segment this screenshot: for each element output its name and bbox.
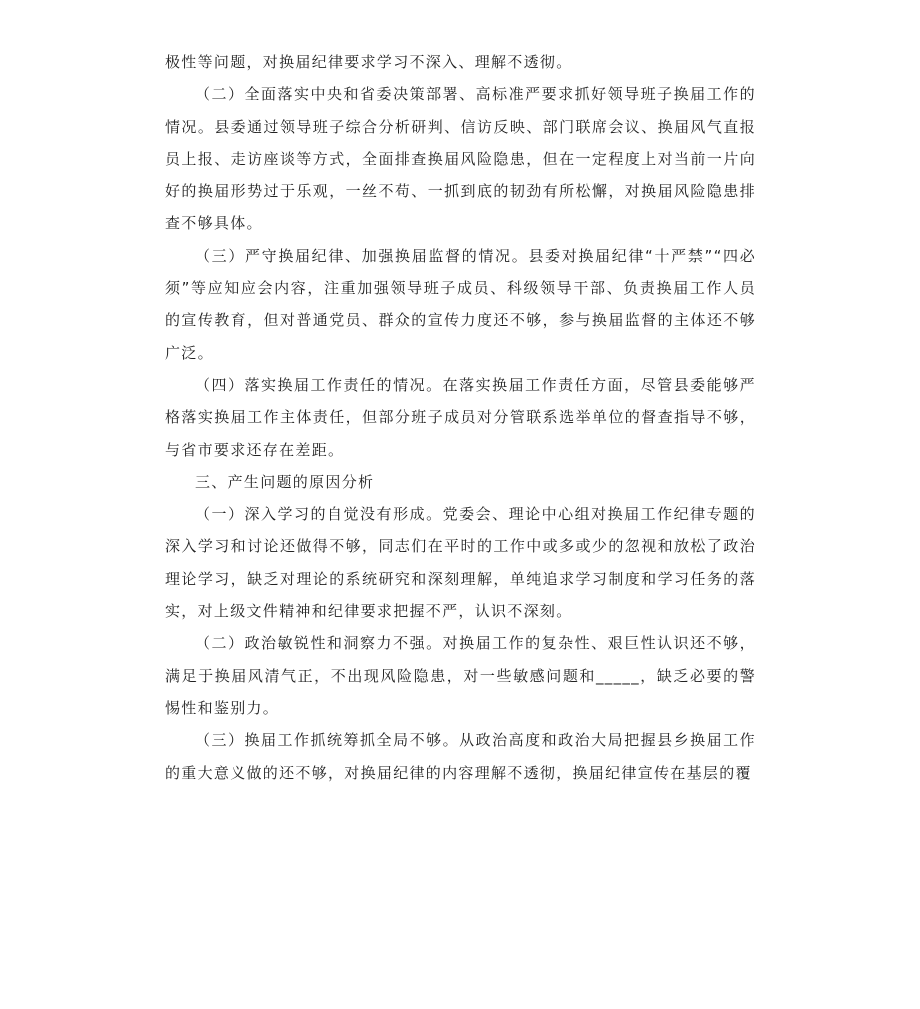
paragraph-cause-1: （一）深入学习的自觉没有形成。党委会、理论中心组对换届工作纪律专题的深入学习和讨论还做得不够，同志们在平时的工作中或多或少的忽视和放松了政治理论学习，缺乏对理论的系统研究和深刻理解，单纯追求学习制度和学习任务的落实，对上级文件精神和纪律要求把握不严，认识不深刻。: [165, 505, 756, 621]
paragraph-item-4: （四）落实换届工作责任的情况。在落实换届工作责任方面，尽管县委能够严格落实换届工作主体责任，但部分班子成员对分管联系选举单位的督查指导不够，与省市要求还存在差距。: [165, 375, 756, 459]
paragraph-item-2: （二）全面落实中央和省委决策部署、高标准严要求抓好领导班子换届工作的情况。县委通过领导班子综合分析研判、信访反映、部门联席会议、换届风气直报员上报、走访座谈等方式，全面排查换届风险隐患，但在一定程度上对当前一片向好的换届形势过于乐观，一丝不苟、一抓到底的韧劲有所松懈，对换届风险隐患排查不够具体。: [165, 85, 756, 233]
paragraph-item-3: （三）严守换届纪律、加强换届监督的情况。县委对换届纪律“十严禁”“四必须”等应知应会内容，注重加强领导班子成员、科级领导干部、负责换届工作人员的宣传教育，但对普通党员、群众的宣传力度还不够，参与换届监督的主体还不够广泛。: [165, 246, 756, 362]
section-heading: 三、产生问题的原因分析: [195, 472, 375, 491]
paragraph-cause-2: （二）政治敏锐性和洞察力不强。对换届工作的复杂性、艰巨性认识还不够，满足于换届风清气正，不出现风险隐患，对一些敏感问题和_____，缺乏必要的警惕性和鉴别力。: [165, 634, 756, 717]
paragraph-continuation: 极性等问题，对换届纪律要求学习不深入、理解不透彻。: [165, 53, 573, 71]
paragraph-cause-3: （三）换届工作抓统筹抓全局不够。从政治高度和政治大局把握县乡换届工作的重大意义做的还不够，对换届纪律的内容理解不透彻，换届纪律宣传在基层的覆: [165, 731, 756, 782]
document-body: [165, 46, 756, 789]
